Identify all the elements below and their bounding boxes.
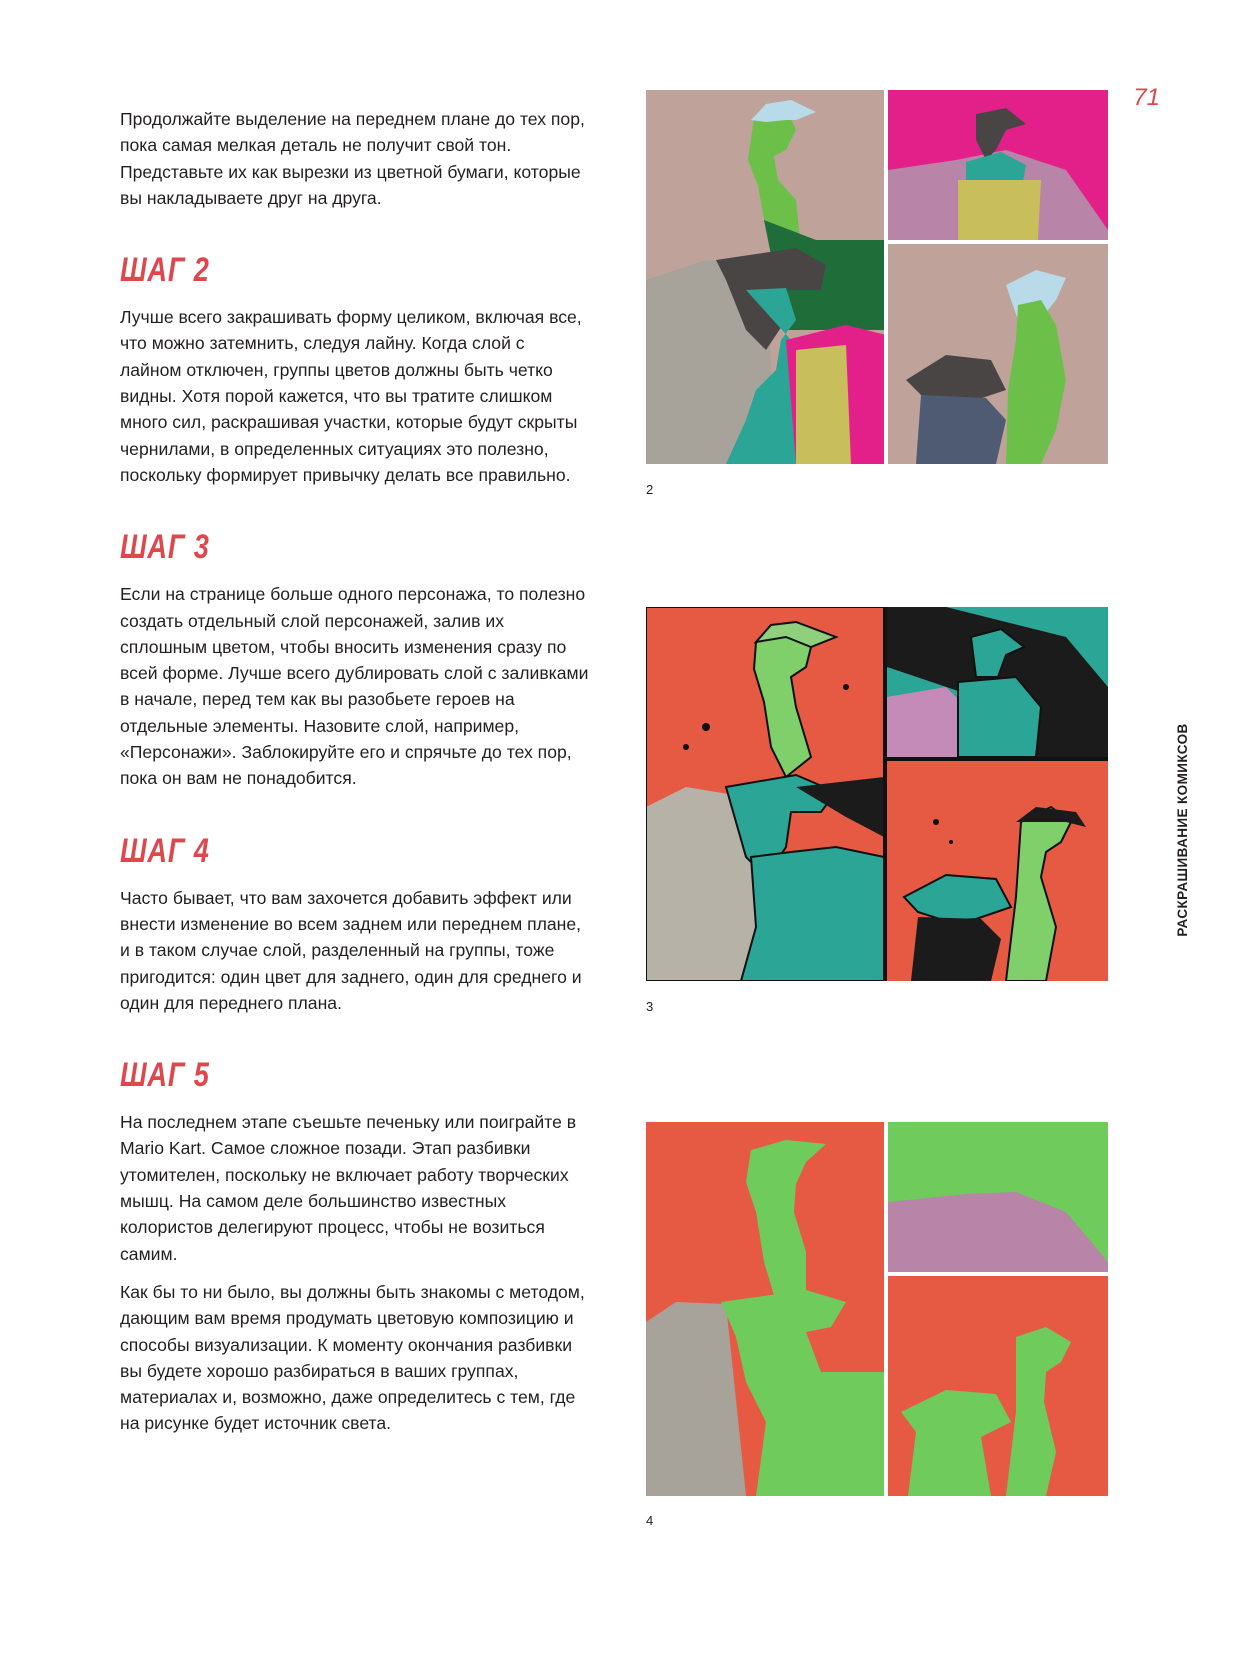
step-3-paragraph: Если на странице больше одного персонажа, то полезно создать отдельный слой персонажей, залив их сплошным цветом, чтобы вносить изменения сразу по всей форме. Лучше всего дублировать слой с заливками в начале, перед тем как вы разобьете героев на отдельные элементы. Назовите слой, например, «Персонажи». Заблокируйте его и спрячьте до тех пор, пока он вам не понадобится. — [120, 584, 589, 789]
figure-4-group-layer — [646, 1122, 1108, 1496]
step-2-heading: ШАГ 2 — [120, 251, 210, 290]
figure-3-illustration — [646, 607, 1108, 981]
step-4-paragraph: Часто бывает, что вам захочется добавить эффект или внести изменение во всем заднем или переднем плане, и в таком случае слой, разделенный на группы, тоже пригодится: один цвет для заднего, один для среднего и один для переднего плана. — [120, 887, 582, 1013]
figure-4-caption: 4 — [646, 1513, 654, 1528]
page-number: 71 — [1133, 84, 1160, 111]
figure-2-flat-colors — [646, 90, 1108, 464]
figure-2-caption: 2 — [646, 482, 654, 497]
running-section-title: РАСКРАШИВАНИЕ КОМИКСОВ — [1175, 723, 1190, 937]
step-2-paragraph: Лучше всего закрашивать форму целиком, включая все, что можно затемнить, следуя лайну. Когда слой с лайном отключен, группы цветов должны быть четко видны. Хотя порой кажется, что вы тратите слишком много сил, раскрашивая участки, которые будут скрыты чернилами, в определенных ситуациях это полезно, поскольку формирует привычку делать все правильно. — [120, 307, 582, 485]
step-5-paragraph-1: На последнем этапе съешьте печеньку или поиграйте в Mario Kart. Самое сложное позади. Этап разбивки утомителен, поскольку не включает работу творческих мышц. На самом деле большинство известных колористов делегируют процесс, чтобы не возиться самим. — [120, 1112, 577, 1264]
step-5-paragraph-2: Как бы то ни было, вы должны быть знакомы с методом, дающим вам время продумать цветовую композицию и способы визуализации. К моменту окончания разбивки вы будете хорошо разбираться в ваших группах, материалах и, возможно, даже определитесь с тем, где на рисунке будет источник света. — [120, 1281, 585, 1434]
text-column — [120, 106, 590, 1437]
figure-4-illustration — [646, 1122, 1108, 1496]
intro-paragraph: Продолжайте выделение на переднем плане до тех пор, пока самая мелкая деталь не получит свой тон. Представьте их как вырезки из цветной бумаги, которые вы накладываете друг на друга. — [120, 109, 585, 208]
step-5-heading: ШАГ 5 — [120, 1056, 210, 1095]
step-3-heading: ШАГ 3 — [120, 528, 210, 567]
step-4-heading: ШАГ 4 — [120, 831, 210, 870]
figure-3-caption: 3 — [646, 999, 654, 1014]
figure-3-character-layer — [646, 607, 1108, 981]
figure-2-illustration — [646, 90, 1108, 464]
